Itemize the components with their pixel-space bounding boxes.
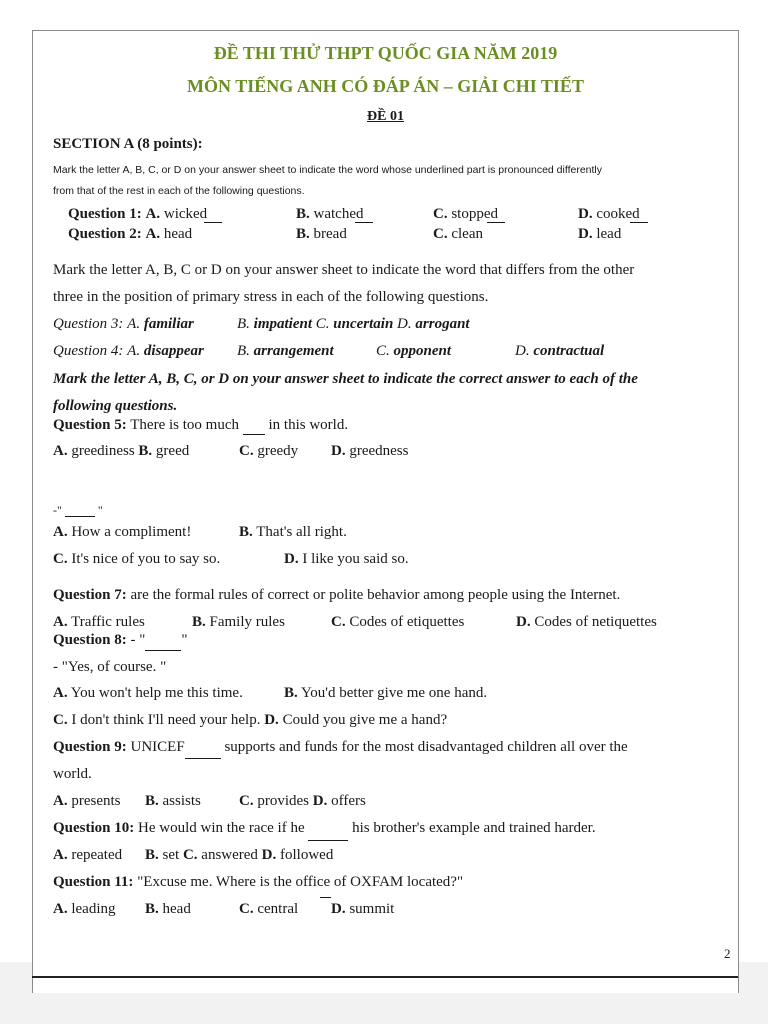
option-c: provides xyxy=(257,793,310,809)
option-letter: A. xyxy=(145,206,161,222)
answer-blank xyxy=(308,822,348,841)
question-text: "Excuse me. Where is the xyxy=(137,874,292,890)
question-label: Question 3: xyxy=(53,316,124,332)
question-text: He would win the race if he xyxy=(138,820,305,836)
instruction-pronunciation: Mark the letter A, B, C, or D on your answer sheet to indicate the word whose underlined part is pronounced differently xyxy=(53,164,603,176)
question-label: Question 2: xyxy=(68,226,142,242)
option-a: repeated xyxy=(71,847,123,863)
quote-open: -" xyxy=(53,503,62,517)
question-6-option-a xyxy=(53,524,191,541)
option-letter: B. xyxy=(145,847,159,863)
document-page xyxy=(32,30,739,993)
option-letter: C. xyxy=(376,343,390,359)
option-b: arrangement xyxy=(253,343,334,359)
exam-subtitle: MÔN TIẾNG ANH CÓ ĐÁP ÁN – GIẢI CHI TIẾT xyxy=(187,76,584,96)
option-b: greed xyxy=(155,443,190,459)
question-6-option-b xyxy=(239,524,347,541)
instruction-pronunciation-2: from that of the rest in each of the following questions. xyxy=(53,185,305,197)
question-1-option-b xyxy=(296,206,364,223)
question-1 xyxy=(68,206,207,223)
exam-code: ĐỀ 01 xyxy=(367,109,404,124)
question-3 xyxy=(53,316,194,333)
option-a: Traffic rules xyxy=(71,614,145,630)
option-letter: B. xyxy=(296,206,310,222)
question-9-option-b xyxy=(145,793,201,810)
option-a: You won't help me this time. xyxy=(70,685,243,701)
option-c: clean xyxy=(451,226,483,242)
option-a: disappear xyxy=(143,343,204,359)
question-10-options-bcd xyxy=(145,847,333,864)
option-letter: D. xyxy=(312,793,328,809)
question-text: There is too much xyxy=(130,417,239,433)
option-letter: C. xyxy=(53,551,68,567)
option-c: I don't think I'll need your help. xyxy=(71,712,261,728)
option-letter: B. xyxy=(237,316,250,332)
page-number: 2 xyxy=(724,946,731,961)
option-letter: B. xyxy=(138,443,153,459)
question-8-options-cd xyxy=(53,712,447,729)
option-letter: A. xyxy=(127,343,141,359)
option-letter: D. xyxy=(331,901,346,917)
question-10-options xyxy=(53,847,122,864)
option-d: arrogant xyxy=(415,316,470,332)
option-letter: D. xyxy=(331,443,346,459)
question-text-end: office of OXFAM located?" xyxy=(295,874,464,890)
question-6-option-d xyxy=(284,551,409,568)
option-a: leading xyxy=(71,901,116,917)
question-9-option-a xyxy=(53,793,121,810)
option-letter: B. xyxy=(239,524,253,540)
question-4-option-d xyxy=(515,343,604,360)
option-letter: C. xyxy=(239,443,254,459)
option-d: contractual xyxy=(533,343,605,359)
option-b: watched xyxy=(313,206,364,222)
option-b: head xyxy=(162,901,191,917)
option-letter: D. xyxy=(397,316,412,332)
option-letter: C. xyxy=(331,614,346,630)
option-letter: D. xyxy=(578,226,593,242)
option-letter: C. xyxy=(433,226,448,242)
option-letter: C. xyxy=(182,847,198,863)
option-letter: C. xyxy=(53,712,68,728)
option-letter: B. xyxy=(192,614,206,630)
question-11-option-d xyxy=(331,901,394,918)
option-letter: B. xyxy=(145,901,159,917)
option-b: You'd better give me one hand. xyxy=(300,685,488,701)
option-d: lead xyxy=(596,226,622,242)
option-d: greedness xyxy=(349,443,409,459)
answer-blank xyxy=(243,416,265,435)
answer-blank xyxy=(145,632,181,651)
option-d: offers xyxy=(331,793,366,809)
option-b: assists xyxy=(162,793,201,809)
question-5-options xyxy=(53,443,189,460)
question-8-option-a xyxy=(53,685,243,702)
underline-mark xyxy=(355,222,373,226)
option-letter: D. xyxy=(284,551,299,567)
option-letter: B. xyxy=(284,685,298,701)
question-label: Question 9: xyxy=(53,739,127,755)
question-1-option-d xyxy=(578,206,640,223)
option-c: It's nice of you to say so. xyxy=(71,551,221,567)
question-9-text-wrap: world. xyxy=(53,766,92,782)
question-5-option-c xyxy=(239,443,298,460)
question-5 xyxy=(53,416,348,435)
question-1-option-c xyxy=(433,206,498,223)
underline-mark xyxy=(630,222,648,226)
option-c: opponent xyxy=(393,343,452,359)
question-2-option-c xyxy=(433,226,483,243)
option-b: That's all right. xyxy=(256,524,347,540)
question-4 xyxy=(53,343,204,360)
option-c: uncertain xyxy=(333,316,394,332)
exam-title: ĐỀ THI THỬ THPT QUỐC GIA NĂM 2019 xyxy=(213,43,558,63)
section-heading: SECTION A (8 points): xyxy=(53,136,203,152)
instruction-correct-answer-2: following questions. xyxy=(53,398,178,414)
instruction-correct-answer: Mark the letter A, B, C, or D on your answer sheet to indicate the correct answer to each of the xyxy=(53,371,638,387)
option-letter: A. xyxy=(127,316,141,332)
question-10 xyxy=(53,820,596,841)
option-c: answered xyxy=(201,847,258,863)
question-7-option-a xyxy=(53,614,145,631)
question-2-option-d xyxy=(578,226,621,243)
question-6-option-c xyxy=(53,551,220,568)
option-c: Codes of etiquettes xyxy=(349,614,465,630)
option-letter: B. xyxy=(237,343,250,359)
option-b: bread xyxy=(313,226,347,242)
question-7-option-c xyxy=(331,614,464,631)
quote-close: " xyxy=(181,632,188,648)
question-7 xyxy=(53,587,620,604)
option-letter: A. xyxy=(53,847,68,863)
option-b: impatient xyxy=(253,316,313,332)
option-letter: C. xyxy=(315,316,330,332)
option-letter: C. xyxy=(239,901,254,917)
option-a: presents xyxy=(71,793,121,809)
question-5-option-d xyxy=(331,443,409,460)
question-2-option-b xyxy=(296,226,347,243)
option-letter: A. xyxy=(53,524,68,540)
question-3-options xyxy=(237,316,470,333)
option-a: familiar xyxy=(143,316,194,332)
option-b: Family rules xyxy=(209,614,285,630)
question-label: Question 5: xyxy=(53,417,127,433)
option-letter: D. xyxy=(516,614,531,630)
option-a: greediness xyxy=(71,443,135,459)
option-letter: B. xyxy=(145,793,159,809)
option-letter: D. xyxy=(578,206,593,222)
question-11-option-c xyxy=(239,901,298,918)
option-d: summit xyxy=(349,901,395,917)
option-d: cooked xyxy=(596,206,640,222)
option-letter: C. xyxy=(239,793,254,809)
question-text-end: supports and funds for the most disadvantaged children all over the xyxy=(224,739,628,755)
footer-rule xyxy=(32,976,738,978)
question-text-end: his brother's example and trained harder. xyxy=(352,820,596,836)
option-letter: A. xyxy=(145,226,161,242)
option-letter: A. xyxy=(53,901,68,917)
option-d: Could you give me a hand? xyxy=(282,712,448,728)
question-label: Question 4: xyxy=(53,343,124,359)
option-c: stopped xyxy=(451,206,499,222)
answer-blank xyxy=(320,897,331,898)
option-c: central xyxy=(257,901,299,917)
instruction-stress-2: three in the position of primary stress in each of the following questions. xyxy=(53,289,489,305)
question-8-reply: - "Yes, of course. " xyxy=(53,659,167,675)
question-6-prompt xyxy=(53,503,103,518)
question-11-option-b xyxy=(145,901,191,918)
question-label: Question 1: xyxy=(68,206,142,222)
option-letter: A. xyxy=(53,614,68,630)
quote-open: - " xyxy=(130,632,146,648)
question-4-option-b xyxy=(237,343,334,360)
question-label: Question 10: xyxy=(53,820,135,836)
instruction-stress: Mark the letter A, B, C or D on your answer sheet to indicate the word that differs from the other xyxy=(53,262,635,278)
option-letter: A. xyxy=(53,443,68,459)
option-letter: D. xyxy=(264,712,279,728)
underline-mark xyxy=(204,222,222,226)
question-text: UNICEF xyxy=(130,739,185,755)
question-9 xyxy=(53,739,628,759)
option-letter: B. xyxy=(296,226,310,242)
option-d: followed xyxy=(280,847,334,863)
answer-blank xyxy=(185,740,221,759)
option-b: set xyxy=(162,847,180,863)
question-11-option-a xyxy=(53,901,116,918)
question-label: Question 8: xyxy=(53,632,127,648)
question-9-options-cd xyxy=(239,793,366,810)
answer-blank xyxy=(65,504,95,517)
question-4-option-c xyxy=(376,343,451,360)
question-8 xyxy=(53,632,188,651)
option-d: I like you said so. xyxy=(302,551,409,567)
question-8-option-b xyxy=(284,685,487,702)
option-a: head xyxy=(163,226,193,242)
question-7-option-d xyxy=(516,614,657,631)
option-a: wicked xyxy=(163,206,208,222)
option-letter: D. xyxy=(261,847,277,863)
option-d: Codes of netiquettes xyxy=(534,614,657,630)
question-2 xyxy=(68,226,192,243)
option-a: How a compliment! xyxy=(71,524,192,540)
option-c: greedy xyxy=(257,443,299,459)
question-label: Question 7: xyxy=(53,587,127,603)
question-11 xyxy=(53,874,463,891)
quote-close: " xyxy=(97,503,103,517)
question-label: Question 11: xyxy=(53,874,134,890)
option-letter: A. xyxy=(53,685,68,701)
question-text: are the formal rules of correct or polite behavior among people using the Internet. xyxy=(130,587,621,603)
underline-mark xyxy=(487,222,505,226)
question-text-end: in this world. xyxy=(268,417,349,433)
option-letter: C. xyxy=(433,206,448,222)
option-letter: A. xyxy=(53,793,68,809)
option-letter: D. xyxy=(515,343,530,359)
question-7-option-b xyxy=(192,614,285,631)
